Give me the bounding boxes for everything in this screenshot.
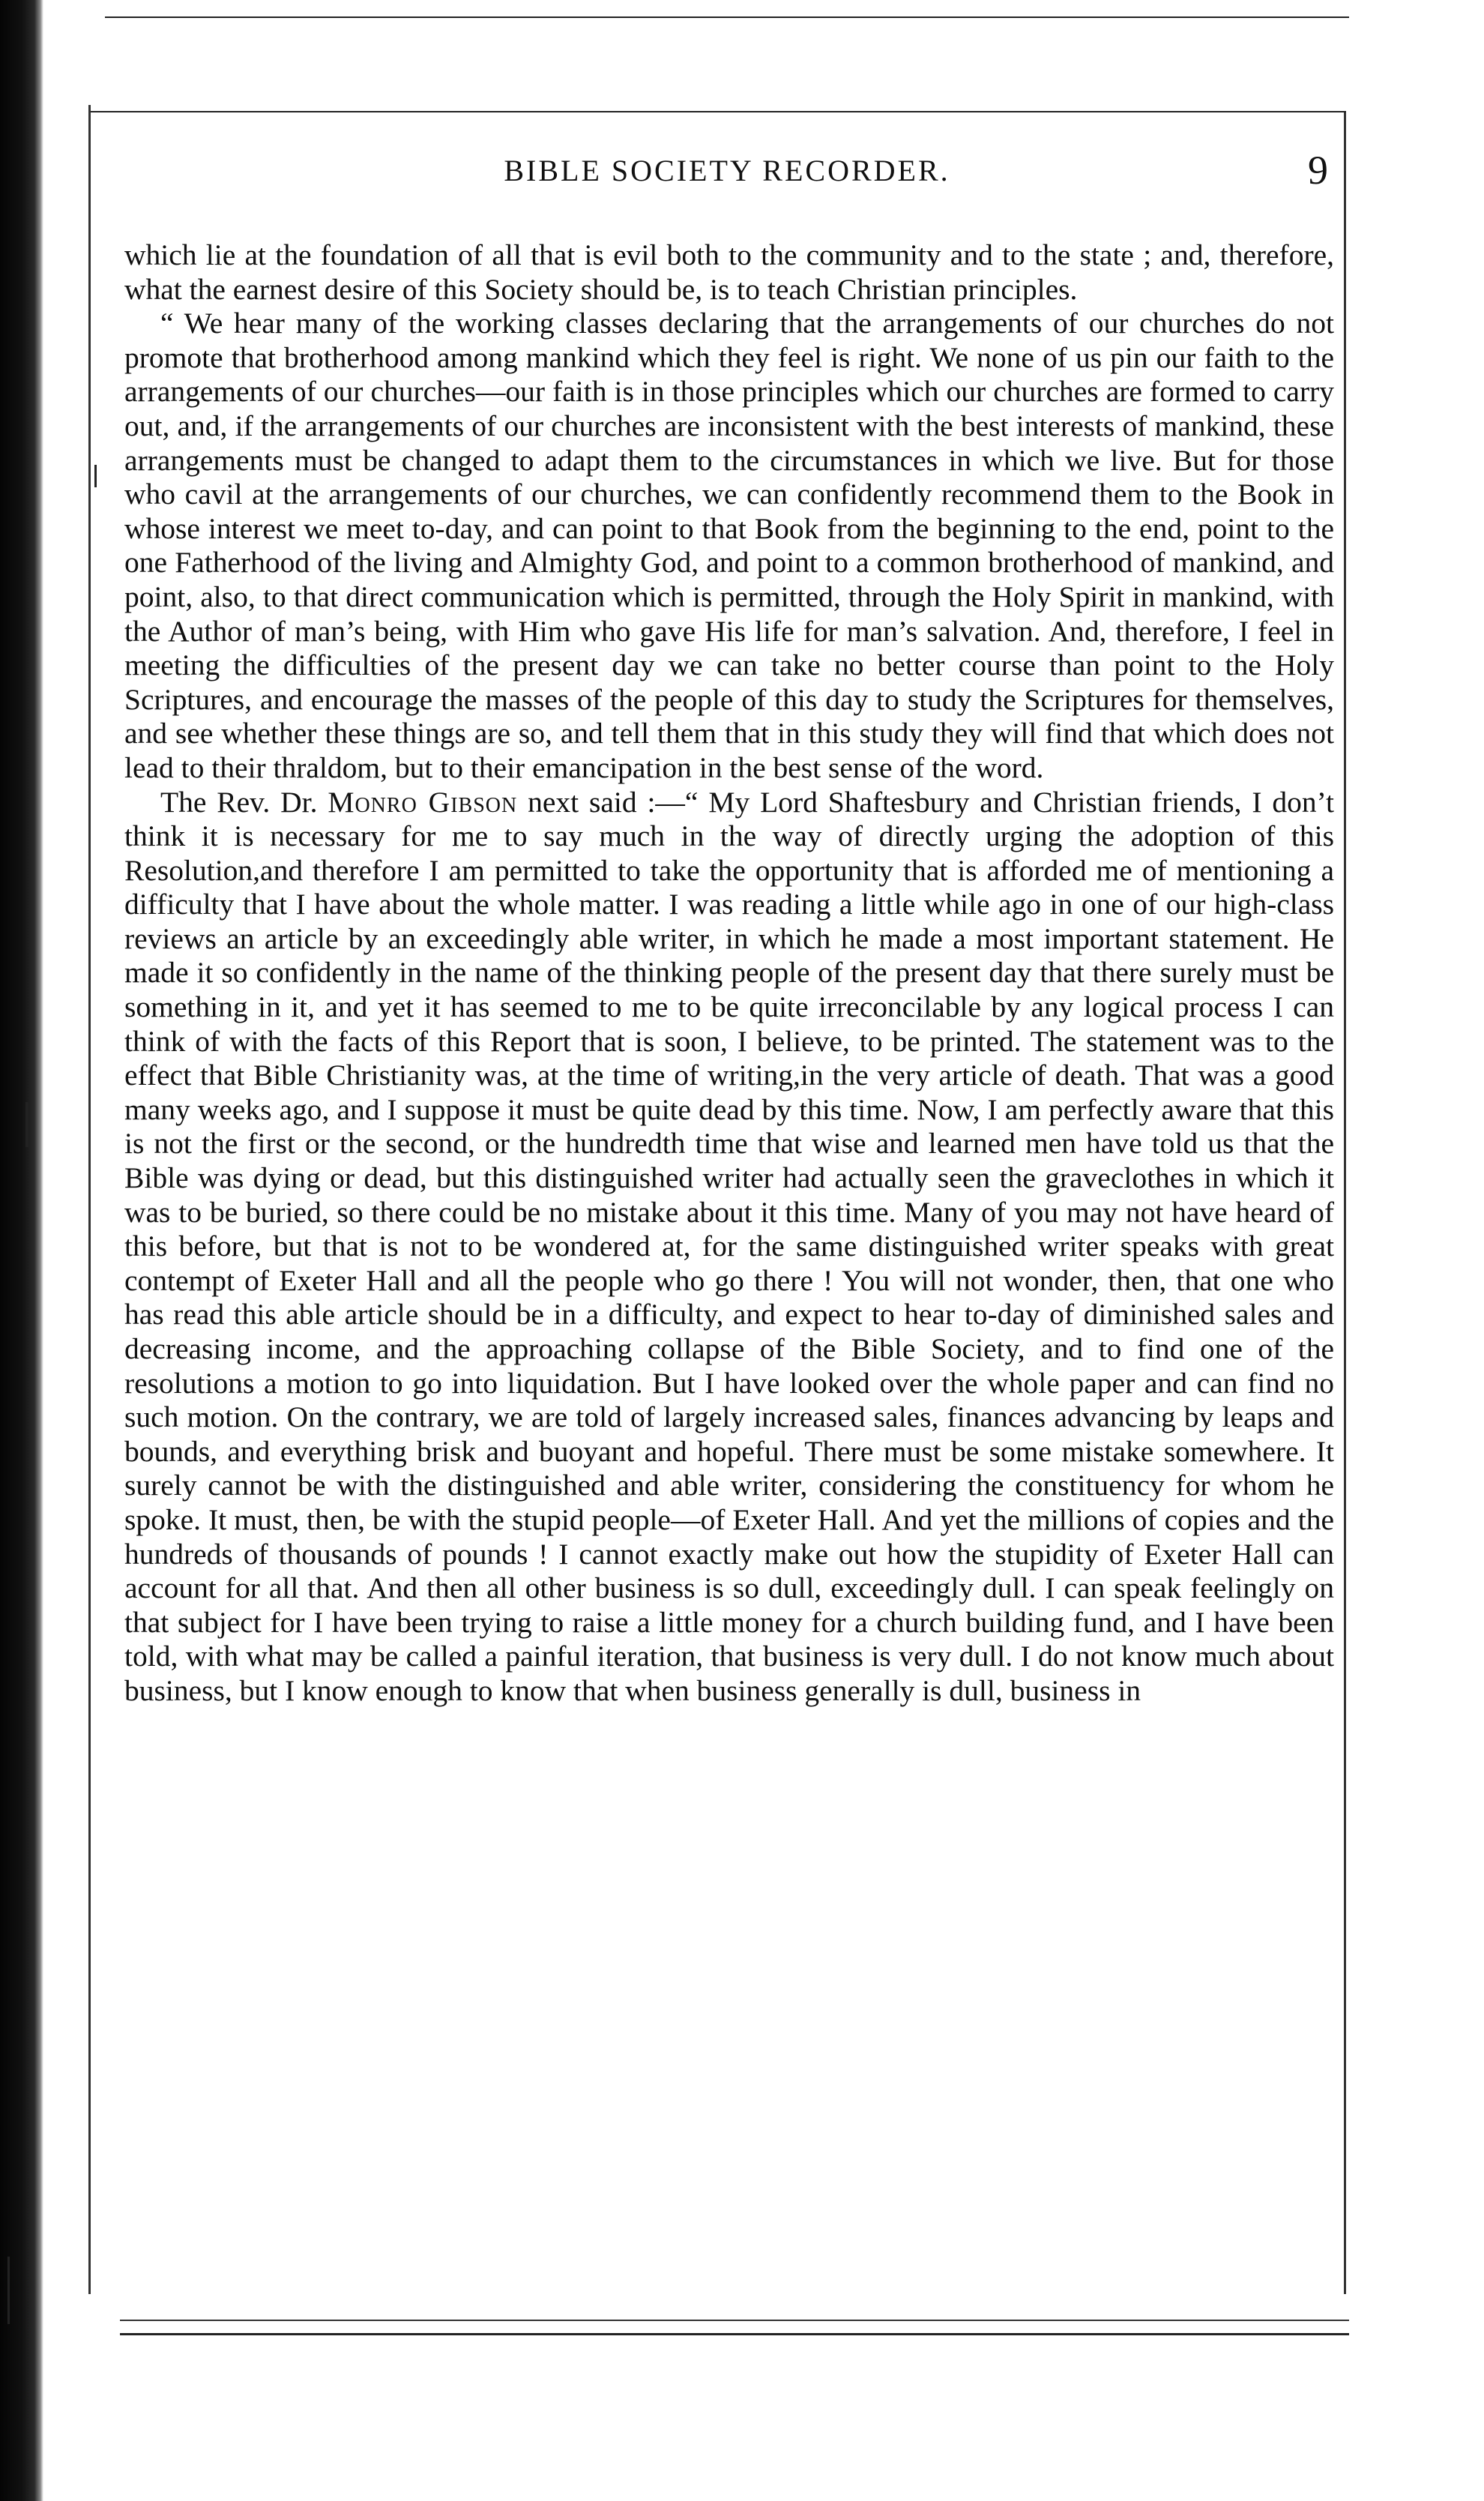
paragraph: “ We hear many of the working classes declaring that the arrangements of our churches do not promote that brotherhood among mankind which they feel is right. We none of us pin our faith to the arrangements of our churches—our faith is in those principles which our churches are formed to carry out, and, if the arrangements of our churches are inconsistent with the best interests of mankind, these arrangements must be changed to adapt them to the circumstances in which we live. But for those who cavil at the arrangements of our churches, we can confidently recommend them to the Book in whose interest we meet to-day, and can point to that Book from the beginning to the end, point to the one Fatherhood of the living and Almighty God, and point to a common brotherhood of mankind, and point, also, to that direct communication which is permitted, through the Holy Spirit in mankind, with the Author of man’s being, with Him who gave His life for man’s salvation. And, therefore, I feel in meeting the difficulties of the present day we can take no better course than point to the Holy Scriptures, and encourage the masses of the people of this day to study the Scriptures for themselves, and see whether these things are so, and tell them that in this study they will find that which does not lead to their thraldom, but to their emancipation in the best sense of the word. [124,307,1334,784]
footer-rule [120,2333,1349,2335]
frame-right-rule [1344,112,1346,2294]
binding-edge [0,0,43,2501]
running-title: BIBLE SOCIETY RECORDER. [504,154,950,187]
footer-rule [120,2320,1349,2321]
paragraph: which lie at the foundation of all that is evil both to the community and to the state ; and, therefore, what the earnest desire of this Society should be, is to teach Christian principles. [124,238,1334,306]
top-rule [105,16,1349,18]
frame-left-rule [88,105,91,2294]
text-run: The Rev. Dr. [160,785,328,819]
page-number: 9 [1308,148,1328,193]
paragraph [124,786,1334,1709]
page-header [120,147,1334,199]
margin-mark [7,2257,10,2324]
margin-mark [25,1102,28,1147]
text-run: next said :—“ My Lord Shaftesbury and Christian friends, I don’t think it is necessary for me to say much in the way of directly urging the adoption of this Resolution,and therefore I am permitted to take the opportunity that is afforded me of mentioning a difficulty that I have about the whole matter. I was reading a little while ago in one of our high-class reviews an article by an exceedingly able writer, in which he made a most important statement. He made it so confidently in the name of the thinking people of the present day that there surely must be something in it, and yet it has seemed to me to be quite irreconcilable by any logical process I can think of with the facts of this Report that is soon, I believe, to be printed. The statement was to the effect that Bible Christianity was, at the time of writing,in the very article of death. That was a good many weeks ago, and I suppose it must be quite dead by this time. Now, I am perfectly aware that this is not the first or the second, or the hundredth time that wise and learned men have told us that the Bible was dying or dead, but this distinguished writer had actually seen the graveclothes in which it was to be buried, so there could be no mistake about it this time. Many of you may not have heard of this before, but that is not to be wondered at, for the same distinguished writer speaks with great contempt of Exeter Hall and all the people who go there ! You will not wonder, then, that one who has read this able article should be in a difficulty, and expect to hear to-day of diminished sales and decreasing income, and the approaching collapse of the Bible Society, and to find one of the resolutions a motion to go into liquidation. But I have looked over the whole paper and can find no such motion. On the contrary, we are told of largely increased sales, finances advancing by leaps and bounds, and everything brisk and buoyant and hopeful. There must be some mistake somewhere. It surely cannot be with the distinguished and able writer, considering the constituency for whom he spoke. It must, then, be with the stupid people—of Exeter Hall. And yet the millions of copies and the hundreds of thousands of pounds ! I cannot exactly make out how the stupidity of Exeter Hall can account for all that. And then all other business is so dull, exceedingly dull. I can speak feelingly on that subject for I have been trying to raise a little money for a church building fund, and I have been told, with what may be called a painful iteration, that business is very dull. I do not know much about business, but I know enough to know that when business generally is dull, business in [124,785,1335,1707]
article-body [124,238,1334,1709]
margin-mark [94,465,97,487]
frame-top-rule [90,111,1346,112]
speaker-name: Monro Gibson [328,785,518,819]
